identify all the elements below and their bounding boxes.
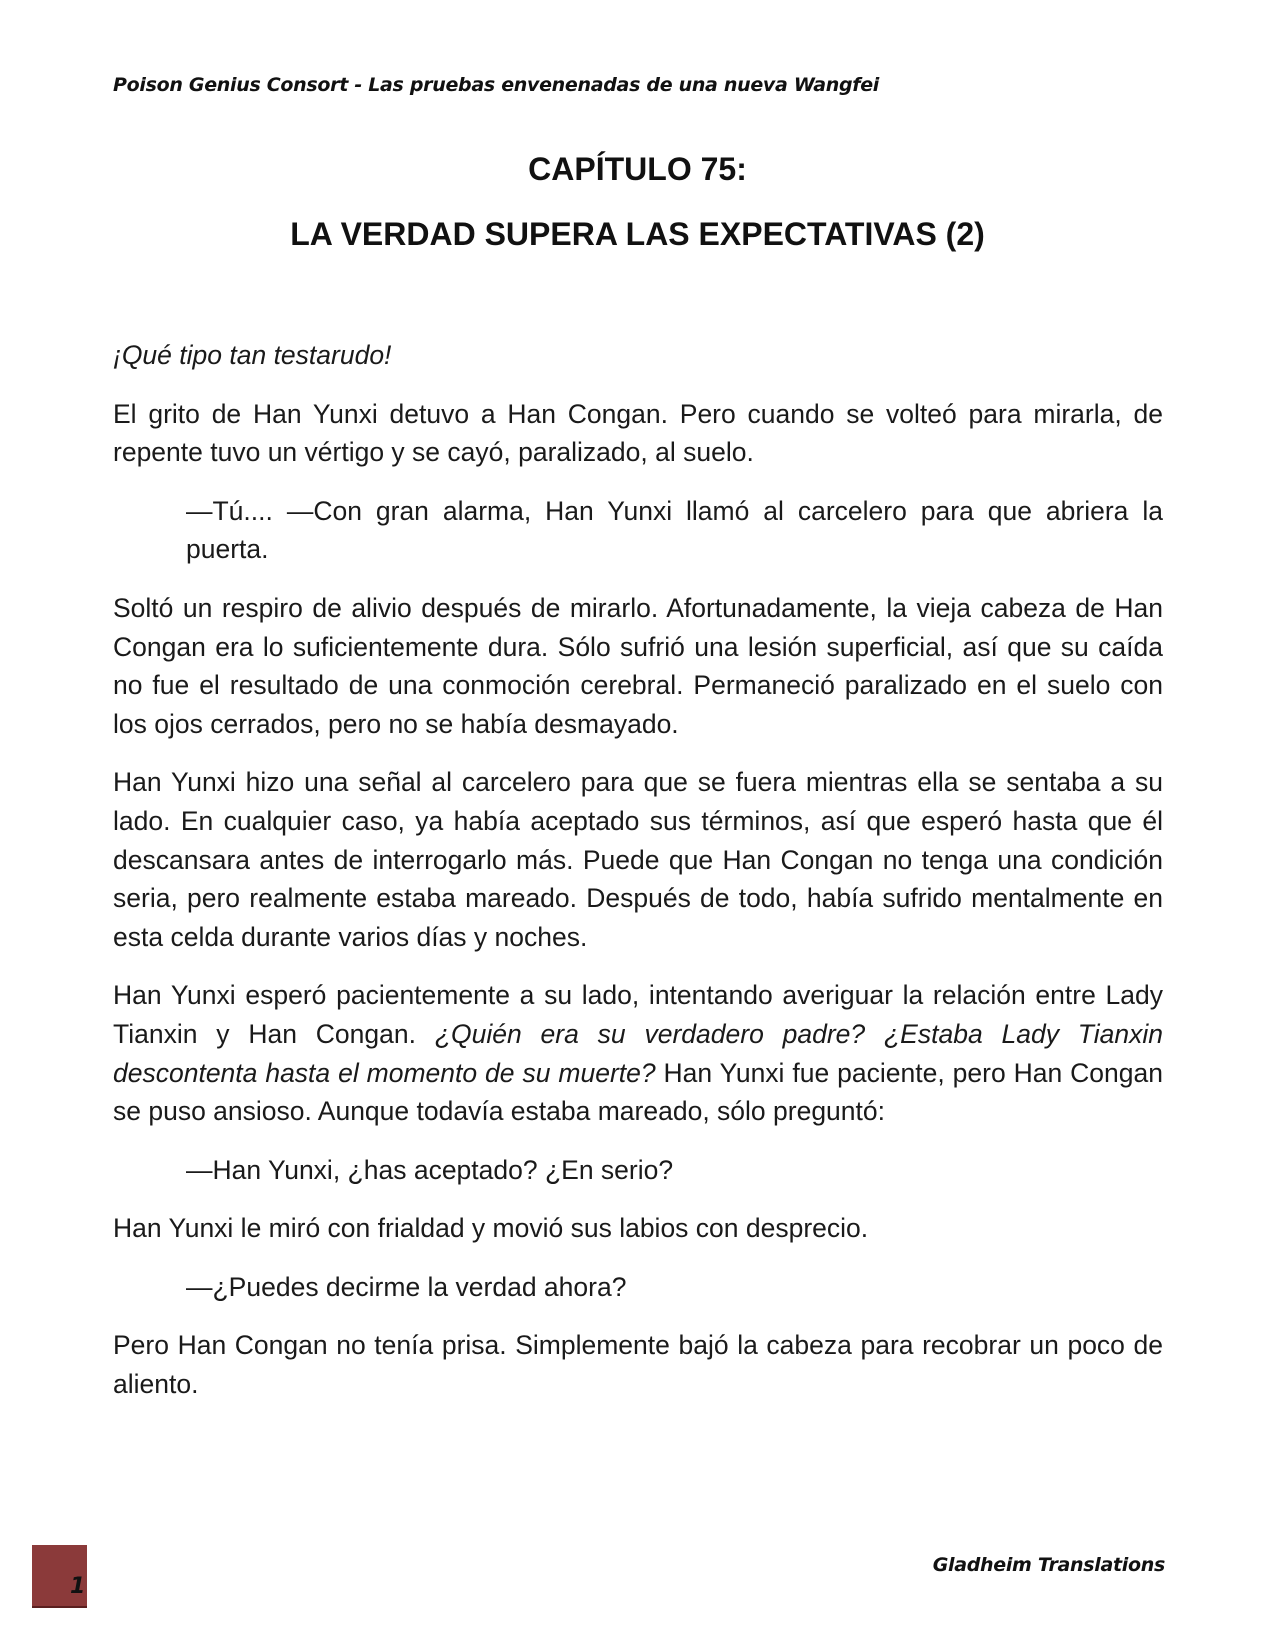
chapter-body	[113, 336, 1163, 1424]
dialog-paragraph-9: —¿Puedes decirme la verdad ahora?	[186, 1271, 627, 1302]
page-number-underline	[32, 1606, 87, 1608]
running-header: Poison Genius Consort - Las pruebas envenenadas de una nueva Wangfei	[113, 74, 880, 96]
chapter-title: LA VERDAD SUPERA LAS EXPECTATIVAS (2)	[290, 216, 985, 252]
paragraph-8: Han Yunxi le miró con frialdad y movió sus labios con desprecio.	[113, 1213, 869, 1244]
paragraph-6-italic-thought: ¿Quién era su verdadero padre? ¿Estaba Lady Tianxin descontenta hasta el momento de su muerte?	[113, 1018, 1163, 1088]
page-number: 1	[70, 1574, 86, 1599]
paragraph-6	[113, 976, 1163, 1130]
paragraph-10: Pero Han Congan no tenía prisa. Simplemente bajó la cabeza para recobrar un poco de aliento.	[113, 1330, 1163, 1400]
dialog-paragraph-3: —Tú.... —Con gran alarma, Han Yunxi llamó al carcelero para que abriera la puerta.	[186, 495, 1163, 565]
paragraph-6-part-a: Han Yunxi esperó pacientemente a su lado, intentando averiguar la relación entre Lady Tianxin y Han Congan.	[113, 980, 1163, 1049]
paragraph-1: ¡Qué tipo tan testarudo!	[113, 340, 392, 370]
paragraph-5: Han Yunxi hizo una señal al carcelero para que se fuera mientras ella se sentaba a su lado. En cualquier caso, ya había aceptado sus términos, así que esperó hasta que él descansara antes de interrogarlo más. Puede que Han Congan no tenga una condición seria, pero realmente estaba mareado. Después de todo, había sufrido mentalmente en esta celda durante varios días y noches.	[113, 767, 1163, 952]
dialog-paragraph-7: —Han Yunxi, ¿has aceptado? ¿En serio?	[186, 1154, 674, 1185]
paragraph-6-part-c: Han Yunxi fue paciente, pero Han Congan se puso ansioso. Aunque todavía estaba mareado, sólo preguntó:	[113, 1057, 1163, 1127]
paragraph-2: El grito de Han Yunxi detuvo a Han Congan. Pero cuando se volteó para mirarla, de repente tuvo un vértigo y se cayó, paralizado, al suelo.	[113, 398, 1163, 468]
chapter-number: CAPÍTULO 75:	[528, 151, 747, 187]
footer-brand: Gladheim Translations	[932, 1554, 1165, 1576]
paragraph-4: Soltó un respiro de alivio después de mirarlo. Afortunadamente, la vieja cabeza de Han Congan era lo suficientemente dura. Sólo sufrió una lesión superficial, así que su caída no fue el resultado de una conmoción cerebral. Permaneció paralizado en el suelo con los ojos cerrados, pero no se había desmayado.	[113, 592, 1163, 739]
